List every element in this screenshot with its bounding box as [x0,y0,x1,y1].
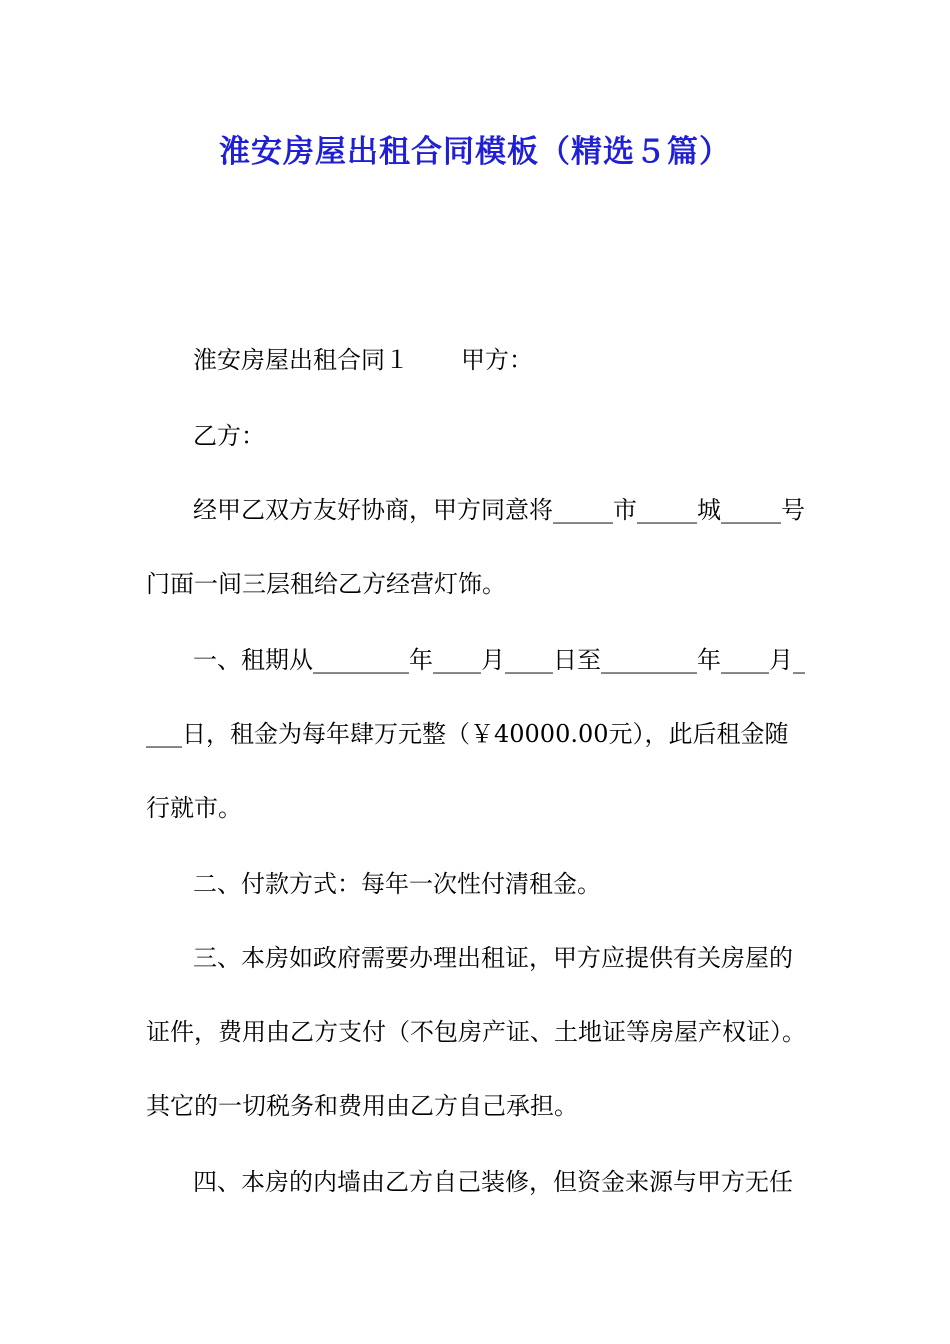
document-title: 淮安房屋出租合同模板（精选５篇） [219,134,731,170]
contract-heading: 淮安房屋出租合同１ [193,346,409,374]
party-a-label: 甲方： [461,346,533,374]
party-b-label: 乙方： [193,422,265,450]
paragraph-line: 其它的一切税务和费用由乙方自己承担。 [146,1092,578,1120]
paragraph-line: 一、租期从________年____月____日至________年____月_ [193,646,805,674]
paragraph-line: 门面一间三层租给乙方经营灯饰。 [146,570,506,598]
paragraph-line: 行就市。 [146,794,242,822]
paragraph-line: 四、本房的内墙由乙方自己装修，但资金来源与甲方无任 [193,1168,793,1196]
paragraph-line: ___日，租金为每年肆万元整（￥40000.00元），此后租金随 [146,720,789,748]
contract-heading-line [0,340,950,380]
paragraph-line: 经甲乙双方友好协商，甲方同意将_____市_____城_____号 [193,496,805,524]
paragraph-line: 证件，费用由乙方支付（不包房产证、土地证等房屋产权证）。 [146,1018,806,1046]
paragraph-line: 三、本房如政府需要办理出租证，甲方应提供有关房屋的 [193,944,793,972]
paragraph-line: 二、付款方式：每年一次性付清租金。 [193,870,601,898]
